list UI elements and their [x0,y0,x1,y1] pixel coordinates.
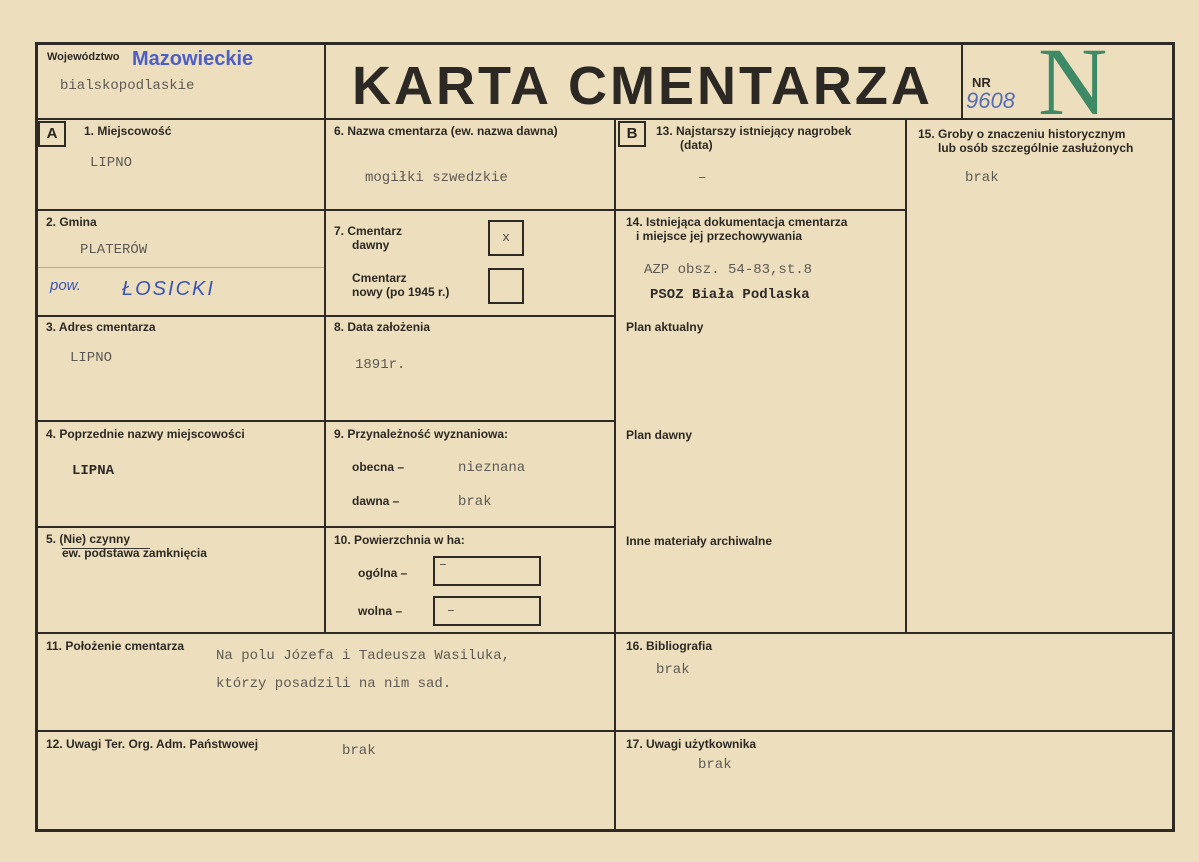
field-11-label: 11. Położenie cmentarza [46,639,185,653]
header-divider [35,118,1175,120]
other-materials-label: Inne materiały archiwalne [626,534,773,548]
section-b-marker: B [618,121,646,147]
field-13-label-1: 13. Najstarszy istniejący nagrobek [656,124,852,138]
field-9-current-value: nieznana [458,460,526,476]
nr-divider [961,42,963,118]
field-7-old-label-2: dawny [352,238,390,252]
col2-divider [614,118,616,830]
field-3-value: LIPNO [70,350,113,366]
field-15-label-1: 15. Groby o znaczeniu historycznym [918,127,1126,141]
field-5-label-1: 5. (Nie) czynny [46,532,131,546]
field-4-value: LIPNA [72,463,115,479]
field-17-label: 17. Uwagi użytkownika [626,737,757,751]
field-14-value-2: PSOZ Biała Podlaska [650,287,810,303]
row2-divider [35,315,615,317]
field-6-value: mogiłki szwedzkie [365,170,508,186]
nr-label: NR [972,75,991,90]
row1-divider [35,209,905,211]
field-13-label-2: (data) [680,138,713,152]
row4-divider [35,526,615,528]
nr-value: 9608 [966,88,1015,113]
field-11-value-1: Na polu Józefa i Tadeusza Wasiluka, [216,648,511,664]
field-2-label: 2. Gmina [46,215,97,229]
field-7-new-label-2: nowy (po 1945 r.) [352,285,450,299]
field-2-pow-value: ŁOSICKI [122,278,215,300]
field-8-value: 1891r. [355,357,406,373]
section-a-marker: A [38,121,66,147]
row5-divider [35,632,1175,634]
plan-current-label: Plan aktualny [626,320,704,334]
field-7-old-label-1: 7. Cmentarz [334,224,403,238]
field-2-pow-prefix: pow. [50,277,81,294]
field-1-value: LIPNO [90,155,133,171]
row6-divider [35,730,1175,732]
nr-letter: N [1038,28,1108,135]
plan-old-label: Plan dawny [626,428,693,442]
field-12-label: 12. Uwagi Ter. Org. Adm. Państwowej [46,737,259,751]
field-12-value: brak [342,743,376,759]
field-5-strike [62,548,150,549]
voivodeship-typed: bialskopodlaskie [60,78,195,94]
field-14-value-1: AZP obsz. 54-83,st.8 [644,262,813,278]
field-10-free-box[interactable]: – [433,596,541,626]
voivodeship-label: Województwo [47,51,120,63]
field-17-value: brak [698,757,732,773]
field-8-label: 8. Data założenia [334,320,431,334]
field-9-former-label: dawna – [352,494,400,508]
field-9-former-value: brak [458,494,492,510]
field-10-total-box[interactable]: – [433,556,541,586]
field-4-label: 4. Poprzednie nazwy miejscowości [46,427,245,441]
col1-divider [324,42,326,632]
field-9-current-label: obecna – [352,460,405,474]
field-16-label: 16. Bibliografia [626,639,713,653]
field-10-label: 10. Powierzchnia w ha: [334,533,465,547]
field-7-new-checkbox[interactable] [488,268,524,304]
card-title: KARTA CMENTARZA [352,56,933,116]
field-5-label-2: ew. podstawa zamknięcia [62,546,207,560]
field-14-label-1: 14. Istniejąca dokumentacja cmentarza [626,215,848,229]
voivodeship-stamp: Mazowieckie [132,48,254,70]
field-15-value: brak [965,170,999,186]
field-3-label: 3. Adres cmentarza [46,320,156,334]
field-14-label-2: i miejsce jej przechowywania [636,229,803,243]
gmina-faint-rule [38,267,324,268]
row3-divider [35,420,615,422]
field-15-label-2: lub osób szczególnie zasłużonych [938,141,1134,155]
field-6-label: 6. Nazwa cmentarza (ew. nazwa dawna) [334,124,558,138]
field-2-value: PLATERÓW [80,242,148,258]
field-16-value: brak [656,662,690,678]
col3-divider [905,118,907,632]
field-10-free-label: wolna – [358,604,403,618]
field-7-new-label-1: Cmentarz [352,271,407,285]
field-10-total-label: ogólna – [358,566,408,580]
field-11-value-2: którzy posadzili na nim sad. [216,676,452,692]
field-13-value: – [698,170,707,186]
field-1-label: 1. Miejscowość [84,124,172,138]
field-9-label: 9. Przynależność wyznaniowa: [334,427,509,441]
field-7-old-checkbox[interactable]: x [488,220,524,256]
